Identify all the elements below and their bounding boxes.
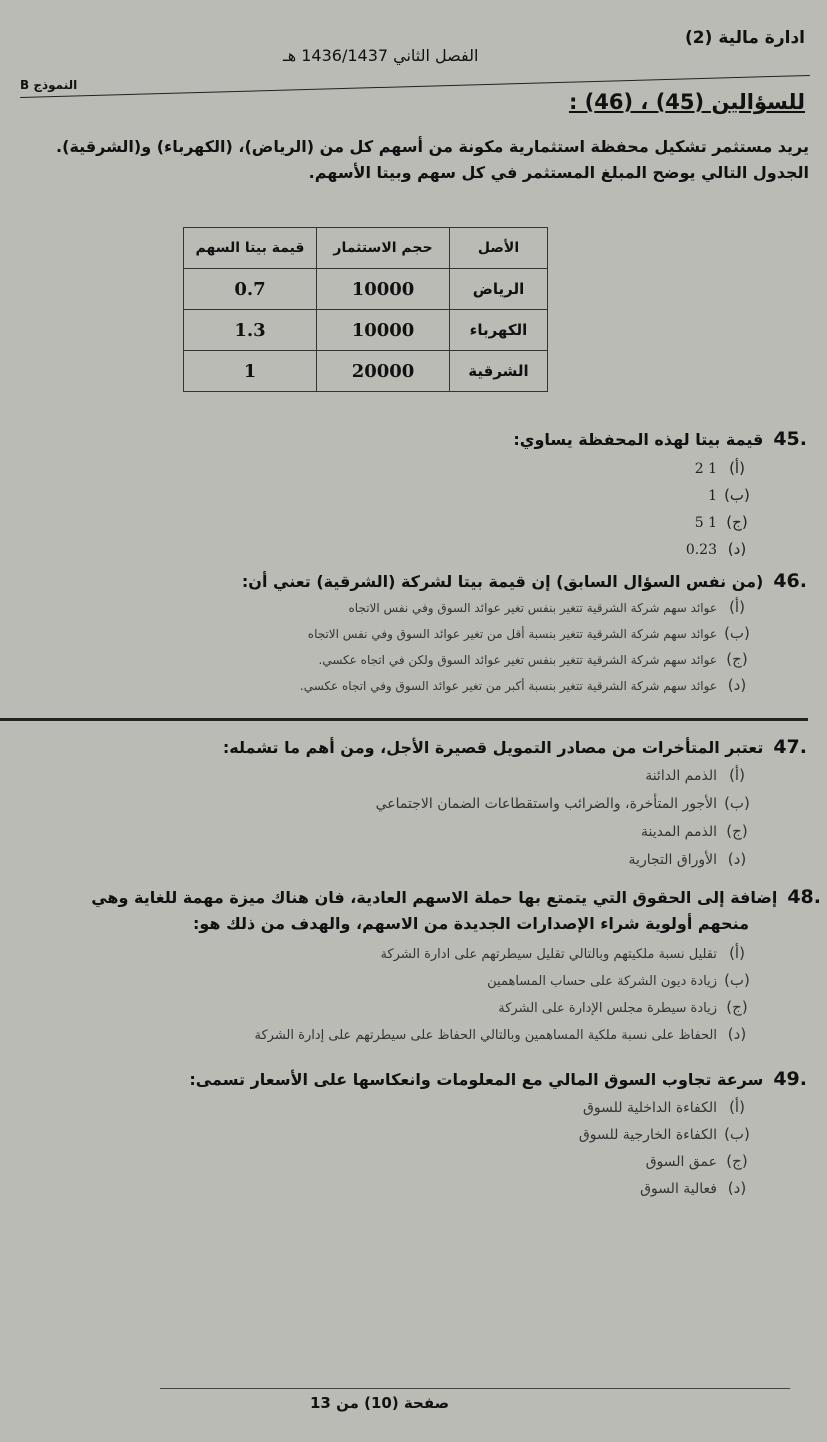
header-asset: الأصل	[450, 228, 548, 269]
option-letter: (ب)	[724, 624, 750, 642]
option-c[interactable]	[498, 998, 757, 1016]
option-text: الأجور المتأخرة، والضرائب واستقطاعات الضمان الاجتماعي	[375, 796, 717, 812]
option-text: الحفاظ على نسبة ملكية المساهمين وبالتالي الحفاظ على سيطرتهم على إدارة الشركة	[254, 1028, 717, 1043]
option-text: عوائد سهم شركة الشرقية تتغير بنفس تغير عوائد السوق ولكن في اتجاه عكسي.	[318, 653, 717, 667]
option-text: الذمم الدائنة	[645, 768, 717, 784]
option-letter: (ب)	[724, 794, 750, 812]
option-text: 1	[708, 488, 717, 504]
question-46	[242, 570, 807, 592]
table-row	[184, 351, 548, 392]
option-a[interactable]	[645, 766, 757, 784]
option-c[interactable]	[695, 513, 757, 531]
option-b[interactable]	[308, 624, 757, 642]
semester-label: الفصل الثاني 1436/1437 هـ	[283, 46, 479, 65]
header-beta: قيمة بيتا السهم	[184, 228, 317, 269]
option-letter: (ج)	[726, 513, 748, 531]
option-a[interactable]	[349, 598, 757, 616]
option-c[interactable]	[641, 822, 757, 840]
cell-investment: 10000	[317, 269, 450, 310]
option-d[interactable]	[255, 1025, 758, 1043]
option-text: زيادة ديون الشركة على حساب المساهمين	[487, 974, 717, 989]
option-text: تقليل نسبة ملكيتهم وبالتالي تقليل سيطرتهم على ادارة الشركة	[380, 947, 717, 962]
option-letter: (ج)	[726, 650, 748, 668]
option-letter: (ج)	[726, 998, 748, 1016]
option-text: الكفاءة الداخلية للسوق	[583, 1100, 717, 1116]
option-d[interactable]	[300, 676, 757, 694]
option-text: 1 5	[694, 515, 717, 531]
option-letter: (ج)	[726, 1152, 748, 1170]
option-letter: (ب)	[724, 1125, 750, 1143]
option-text: فعالية السوق	[640, 1181, 717, 1197]
question-48	[91, 886, 821, 908]
section-title: للسؤالين (45) ، (46) :	[568, 90, 805, 114]
model-label: النموذج B	[20, 78, 78, 92]
cell-beta: 1.3	[184, 310, 317, 351]
cell-asset: الشرقية	[450, 351, 548, 392]
cell-investment: 20000	[317, 351, 450, 392]
option-letter: (أ)	[729, 766, 745, 784]
option-b[interactable]	[579, 1125, 757, 1143]
page-number: صفحة (10) من 13	[310, 1394, 450, 1412]
table-row	[184, 310, 548, 351]
option-letter: (ج)	[726, 822, 748, 840]
header-investment: حجم الاستثمار	[317, 228, 450, 269]
option-text: 0.23	[685, 542, 717, 558]
option-text: 1 2	[694, 461, 717, 477]
option-letter: (أ)	[729, 1098, 745, 1116]
option-a[interactable]	[380, 944, 757, 962]
cell-asset: الكهرباء	[450, 310, 548, 351]
question-text: تعتبر المتأخرات من مصادر التمويل قصيرة الأجل، ومن أهم ما تشمله:	[222, 738, 764, 757]
cell-investment: 10000	[317, 310, 450, 351]
question-45	[513, 428, 807, 450]
option-letter: (د)	[727, 1025, 747, 1043]
asset-table	[183, 227, 548, 392]
table-header-row	[184, 228, 548, 269]
option-d[interactable]	[640, 1179, 757, 1197]
option-letter: (د)	[727, 850, 747, 868]
table-row	[184, 269, 548, 310]
option-b[interactable]	[376, 794, 757, 812]
question-48-line-2: منحهم أولوية شراء الإصدارات الجديدة من الاسهم، والهدف من ذلك هو:	[192, 914, 749, 933]
option-text: الأوراق التجارية	[628, 852, 717, 868]
option-letter: (أ)	[729, 598, 745, 616]
question-text: سرعة تجاوب السوق المالي مع المعلومات وانعكاسها على الأسعار تسمى:	[189, 1070, 764, 1089]
question-number: 48.	[787, 886, 821, 908]
option-text: الذمم المدينة	[641, 824, 717, 840]
option-d[interactable]	[629, 850, 757, 868]
cell-beta: 0.7	[184, 269, 317, 310]
course-title: ادارة مالية (2)	[685, 28, 805, 48]
option-a[interactable]	[583, 1098, 757, 1116]
section-divider	[0, 718, 808, 721]
option-letter: (أ)	[729, 944, 745, 962]
option-a[interactable]	[695, 459, 757, 477]
option-d[interactable]	[686, 540, 757, 558]
intro-line-2: الجدول التالي يوضح المبلغ المستثمر في كل سهم وبيتا الأسهم.	[308, 163, 809, 182]
question-number: 45.	[773, 428, 807, 450]
footer-rule	[160, 1388, 790, 1389]
question-47	[223, 736, 807, 758]
option-text: عوائد سهم شركة الشرقية تتغير بنفس تغير عوائد السوق وفي نفس الاتجاه	[348, 601, 717, 615]
intro-line-1: يريد مستثمر تشكيل محفظة استثمارية مكونة من أسهم كل من (الرياض)، (الكهرباء) و(الشرقية).	[56, 137, 809, 156]
question-text: (من نفس السؤال السابق) إن قيمة بيتا لشركة (الشرقية) تعني أن:	[241, 572, 764, 591]
question-text: إضافة إلى الحقوق التي يتمتع بها حملة الاسهم العادية، فان هناك ميزة مهمة للغاية وهي	[91, 888, 778, 907]
option-b[interactable]	[708, 486, 757, 504]
option-b[interactable]	[487, 971, 757, 989]
option-c[interactable]	[319, 650, 757, 668]
option-letter: (ب)	[724, 971, 750, 989]
option-letter: (د)	[727, 676, 747, 694]
cell-beta: 1	[184, 351, 317, 392]
option-letter: (د)	[727, 1179, 747, 1197]
option-letter: (د)	[727, 540, 747, 558]
question-49	[189, 1068, 807, 1090]
question-number: 46.	[773, 570, 807, 592]
option-letter: (أ)	[729, 459, 745, 477]
option-c[interactable]	[646, 1152, 757, 1170]
question-number: 49.	[773, 1068, 807, 1090]
option-text: الكفاءة الخارجية للسوق	[578, 1127, 717, 1143]
question-number: 47.	[773, 736, 807, 758]
option-text: عمق السوق	[645, 1154, 717, 1170]
cell-asset: الرياض	[450, 269, 548, 310]
option-letter: (ب)	[724, 486, 750, 504]
option-text: عوائد سهم شركة الشرقية تتغير بنسبة أكبر من تغير عوائد السوق وفي اتجاه عكسي.	[299, 679, 717, 693]
question-text: قيمة بيتا لهذه المحفظة يساوي:	[513, 430, 764, 449]
option-text: عوائد سهم شركة الشرقية تتغير بنسبة أقل من تغير عوائد السوق وفي نفس الاتجاه	[307, 627, 717, 641]
option-text: زيادة سيطرة مجلس الإدارة على الشركة	[498, 1001, 717, 1016]
